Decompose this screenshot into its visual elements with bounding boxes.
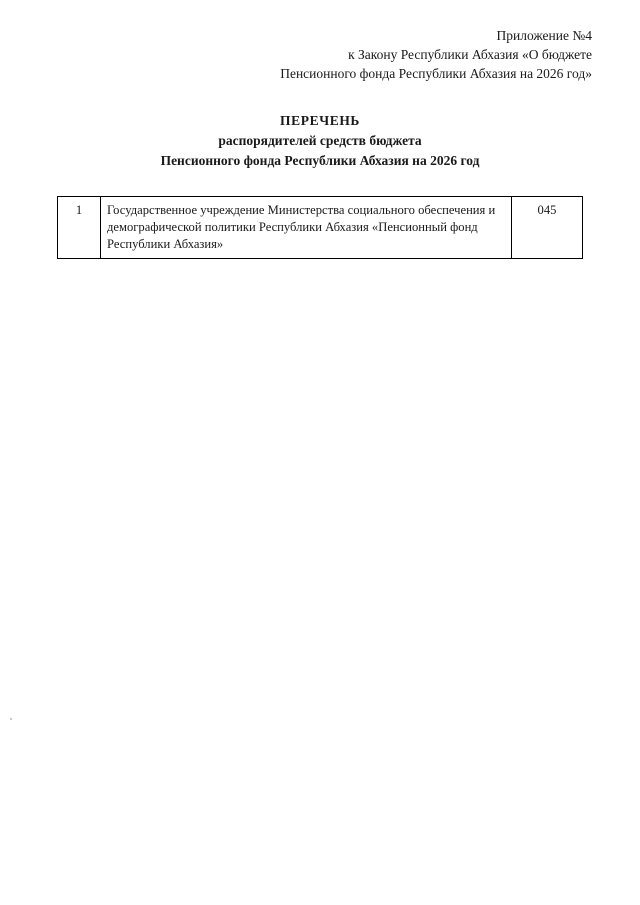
- page-speck: [10, 718, 12, 720]
- registry-table: [57, 196, 583, 259]
- row-code: 045: [512, 197, 583, 259]
- page-subtitle-2: Пенсионного фонда Республики Абхазия на 2026 год: [160, 152, 480, 168]
- document-title: [44, 111, 596, 170]
- row-organization-name: Государственное учреждение Министерства социального обеспечения и демографической политики Республики Абхазия «Пенсионный фонд Республики Абхазия»: [101, 197, 512, 259]
- header-line-3: Пенсионного фонда Республики Абхазия на 2026 год»: [280, 66, 592, 82]
- row-number: 1: [58, 197, 101, 259]
- header-line-1: Приложение №4: [496, 28, 592, 43]
- table-row: [58, 197, 583, 259]
- document-header: [44, 26, 596, 83]
- registry-table-container: [44, 196, 596, 259]
- header-line-2: к Закону Республики Абхазия «О бюджете: [348, 47, 592, 63]
- page-subtitle-1: распорядителей средств бюджета: [218, 133, 422, 149]
- page-title: ПЕРЕЧЕНЬ: [280, 113, 360, 129]
